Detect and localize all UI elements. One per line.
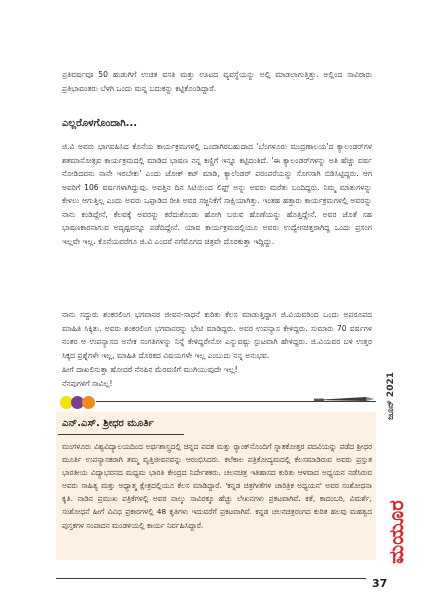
- closing-lines: [62, 363, 372, 390]
- divider: [58, 434, 184, 435]
- orange-dot-icon: [82, 396, 95, 409]
- body-paragraph: ಜಿ.ವಿ ಅವರು ಭಾಗವಹಿಸಿದ ಕೊನೆಯ ಕಾರ್ಯಕ್ರಮಗಳಲ್ಲಿ ಒಂದಾಗಿರಬಹುದಾದ 'ಬೆಂಗಳೂರು ಮುದ್ರಣಾಲಯ'ದ ಕ್ಯಾಲಂಡರ್‌ಗಳ ಶತಮಾನೋತ್ಸವ ಕಾರ್ಯಕ್ರಮದಲ್ಲಿ ಮಾಡಿದ ಭಾಷಣ ನನ್ನ ಕಣ್ಣಿಗೆ ಇನ್ನೂ ಕಟ್ಟಿದಂತಿದೆ. 'ಈ ಕ್ಯಾಲಂಡರ್‌ಗಳನ್ನು ಅತಿ ಹೆಚ್ಚು ವರ್ಷ ನೋಡಿದವನು ನಾನೇ ಇರಬೇಕು' ಎಂದು ಜೋಕ್ ಕಟ್ ಮಾಡಿ, ಕ್ಯಾಲೆಂಡರ್ ಪರಂಪರೆಯನ್ನು ಸೊಗಸಾಗಿ ಬಿಡಿಸಿಟ್ಟಿದ್ದರು. ಆಗ ಅವರಿಗೆ 106 ವರ್ಷಗಳಾಗಿದ್ದುವು. ಅವತ್ತಿನ ದಿನ ಸಿಟಿಯಿಂದ ಲಿಫ್ಟ್ ಅನ್ನು ಅವರು ಮರೆತು ಬಂದಿದ್ದರು. ನಿಮ್ಮ ಮಾತುಗಳನ್ನು ಕೇಳಲು ಆಗುತ್ತಿಲ್ಲ ಎಂದು ಅವರು ಒಪ್ಪಾಡಿದ ರೀತಿ ಅವರ ಸಜ್ಜನಿಕೆಗೆ ಸಾಕ್ಷಿಯಾಗಿತ್ತು. ಇಂತಹ ಹತ್ತಾರು ಕಾರ್ಯಕ್ರಮಗಳಲ್ಲಿ ಅವರನ್ನು ನಾನು ಕಂಡಿದ್ದೇನೆ, ಕೆಲವಕ್ಕೆ ಅವರನ್ನು ಕರೆದುಕೊಂಡು ಹೋಗಿ ಬರುವ ಹೊಣೆಯನ್ನು ಹೊತ್ತಿದ್ದೇನೆ. ಅವರ ಜೊತೆ ಸಹ ಭಾಷಣಕಾರನಾಗುವ ಅದೃಷ್ಟವನ್ನೂ ಪಡೆದಿದ್ದೇನೆ. ಯಾವ ಕಾರ್ಯಕ್ರಮದಲ್ಲಿಯೂ ಅವರು ಉದ್ವೇಗಚಿತ್ತರಾಗಿದ್ದ ಒಂದು ಪ್ರಸಂಗ ಇಲ್ಲವೇ ಇಲ್ಲ. ಕೊನೆಯವರೆಗೂ ಜಿ.ವಿ ಎಂದರೆ ನಗೆಮೊಗದ ಚಿತ್ರವೇ ದೊರಕುತ್ತಾ ಇದ್ದಿದ್ದು.: [62, 142, 372, 246]
- magazine-name: ಮಯೂರ: [384, 500, 408, 564]
- closing-line: ಹೀಗೆ ದಾಖಲಿಸುತ್ತಾ ಹೋದರೆ ನೆನಪಿನ ಮೆರವಣಿಗೆ ಮುಗಿಯುವುದೇ ಇಲ್ಲ!: [62, 365, 238, 374]
- section-heading: ಎಲ್ಲರೊಳಗೊಂದಾಗಿ...: [62, 118, 138, 129]
- author-bio: ಮಂಗಳೂರು ವಿಶ್ವವಿದ್ಯಾಲಯದಿಂದ ಅರ್ಥಶಾಸ್ತ್ರದಲ್ಲಿ ಚಿನ್ನದ ಪದಕ ಮತ್ತು ರ್‍ಯಾಂಕ್‌ನೊಂದಿಗೆ ಸ್ನಾತಕೋತ್ತರ ಪದವಿಯನ್ನು ಪಡೆದ ಶ್ರೀಧರ ಮೂರ್ತಿ ಉಪನ್ಯಾಸಕರಾಗಿ ತಮ್ಮ ವೃತ್ತಿಜೀವನವನ್ನು ಆರಂಭಿಸಿದರು. ಕಲೆಕಾಲ ಪತ್ರಿಕೋದ್ಯಮದಲ್ಲಿ ಕೆಲಸಮಾಡಿರುವ ಅವರು ಪ್ರಸ್ತುತ ಭಾರತೀಯ ವಿದ್ಯಾಭವನದ ಮಧ್ಯಮ ಭಾರತಿ ಕೇಂದ್ರದ ನಿರ್ದೇಶಕರು. ಚಲನಚಿತ್ರ ಇತಿಹಾಸದ ಕುರಿತು ಆಳವಾದ ಅಧ್ಯಯನ ನಡೆಸಿರುವ ಅವರು ಸಾಹಿತ್ಯ ಮತ್ತು ಅಧ್ಯಾತ್ಮ ಕ್ಷೇತ್ರದಲ್ಲಿಯೂ ಕೆಲಸ ಮಾಡಿದ್ದಾರೆ. 'ಕನ್ನಡ ಚಿತ್ರಗೀತೆಗಳ ಚಾರಿತ್ರಿಕ ಅಧ್ಯಯನ' ಅವರ ಸಂಶೋಧನಾ ಕೃತಿ. ನಾಡಿನ ಪ್ರಮುಖ ಪತ್ರಿಕೆಗಳಲ್ಲಿ ಅವರ ನಾಲ್ಕು ಸಾವಿರಕ್ಕೂ ಹೆಚ್ಚು ಲೇಖನಗಳು ಪ್ರಕಟವಾಗಿವೆ. ಕತೆ, ಕಾದಂಬರಿ, ವಿಮರ್ಶೆ, ಸಂಶೋಧನೆ ಹೀಗೆ ವಿವಿಧ ಪ್ರಕಾರಗಳಲ್ಲಿ 48 ಕೃತಿಗಳು ಇದುವರೆಗೆ ಪ್ರಕಟವಾಗಿವೆ. ಕನ್ನಡ ಚಲನಚಿತ್ರರಂಗದ ಕುರಿತ ಹಲವು ಮಹತ್ವದ ಪುಸ್ತಕಗಳ ಸಂಪಾದನ ಮಂಡಳಿಯಲ್ಲಿ ಕಾರ್ಯ ನಿರ್ವಹಿಸಿದ್ದಾರೆ.: [62, 442, 372, 530]
- page-number: 37: [372, 577, 388, 590]
- pen-icon: [312, 394, 378, 404]
- intro-paragraph: ಪ್ರತಿವರ್ಷವೂ 50 ಹುಡುಗಿಗೆ ಉಚಿತ ವಸತಿ ಮತ್ತು ಊಟದ ವ್ಯವಸ್ಥೆಯನ್ನು ಅಲ್ಲಿ ಮಾಡಲಾಗುತ್ತಿತ್ತು. ಅಲ್ಲಿಂದ ಸಾವಿರಾರು ಪ್ರತಿಭಾವಂತರು ಬೆಳಗಿ ಒಂದು ಮನ್ನ ಬದುಕನ್ನು ಕಟ್ಟಿಕೊಂಡಿದ್ದಾರೆ.: [62, 70, 372, 93]
- decorative-dots: [56, 396, 96, 412]
- closing-line: ನೆನಪುಗಳಿಗೆ ಸಾವಿಲ್ಲ!: [62, 378, 113, 388]
- divider: [56, 578, 366, 579]
- author-name: ಎನ್.ಎಸ್. ಶ್ರೀಧರ ಮೂರ್ತಿ: [62, 418, 154, 429]
- issue-date: ಜೂನ್ 2021: [386, 372, 396, 420]
- body-paragraph: ನಾನು ಸದ್ದುರು ಶಂಕರಲಿಂಗ ಭಗವಾನರ ಜೀವನ-ಸಾಧನೆ ಕುರಿತು ಕೆಲಸ ಮಾಡುತ್ತಿದ್ದಾಗ ಜಿ.ವಿಯವರಿಂದ ಒಂದು ಅಪರೂಪದ ಮಾಹಿತಿ ಸಿಕ್ಕಿತು. ಅವರು ಶಂಕರಲಿಂಗ ಭಗವಾನರನ್ನು ಭೇಟಿ ಮಾಡಿದ್ದರು. ಅವರ ಉಪನ್ಯಾಸ ಕೇಳಿದ್ದರು. ಸುಮಾರು 70 ವರ್ಷಗಳ ನಂತರ ಆ ಉಪನ್ಯಾಸದ ಅನೇಕ ಸಂಗತಿಗಳನ್ನು ನಿನ್ನೆ ಕೇಳಿದ್ದರೇನೋ ಎನ್ನುವಷ್ಟು ಸ್ಪುಟವಾಗಿ ಹೇಳಿದ್ದರು. ಜಿ.ವಿಯವರ ಬಳಿ ಉತ್ತರ ಸಿಕ್ಕದ ಪ್ರಶ್ನೆಗಳೇ ಇಲ್ಲ, ಮಾಹಿತಿ ದೊರಕದ ವಿಷಯಗಳೇ ಇಲ್ಲ ಎಂಬುದು ನನ್ನ ಅನುಭವ.: [62, 310, 372, 360]
- magazine-logo-icon: [378, 486, 414, 578]
